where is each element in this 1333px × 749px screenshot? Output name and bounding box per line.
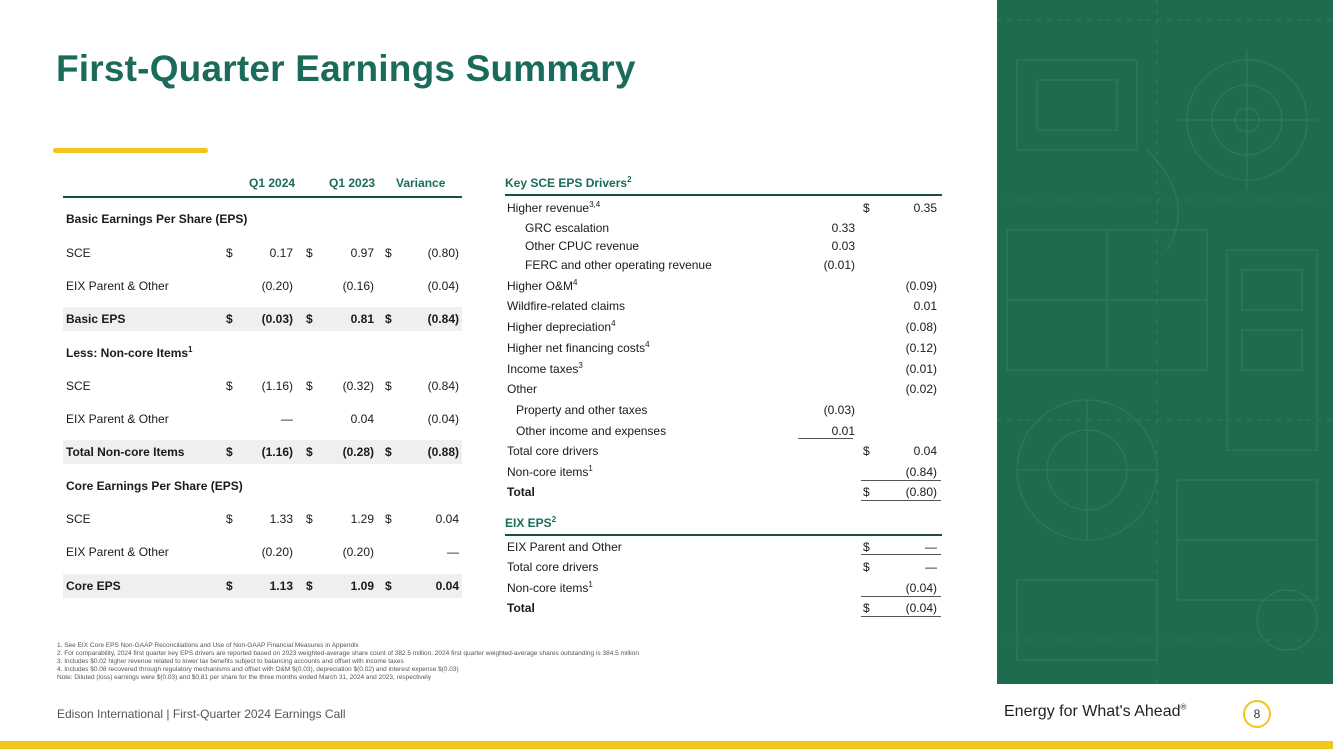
list-item: Other CPUC revenue 0.03 [525, 239, 855, 253]
section-basic-eps: Basic Earnings Per Share (EPS) [66, 212, 248, 226]
page-title: First-Quarter Earnings Summary [56, 48, 636, 89]
footnote: 3. Includes $0.02 higher revenue related to lower tax benefits subject to balancing accounts and offset with income taxes [57, 658, 404, 665]
list-item: Property and other taxes (0.03) [516, 403, 855, 417]
page-number: 8 [1243, 700, 1271, 728]
bottom-accent-bar [0, 741, 1333, 749]
list-item: Higher depreciation$^4$ (0.08) [507, 319, 937, 334]
decorative-blueprint-panel [997, 0, 1333, 684]
list-item: Total $ (0.80) [507, 485, 937, 499]
total-row-noncore: Total Non-core Items $ (1.16) $ (0.28) $ (0.88) [63, 440, 462, 464]
table-row: EIX Parent & Other (0.20) (0.20) — [66, 545, 459, 559]
footnote: 1. See EIX Core EPS Non-GAAP Reconciliations and Use of Non-GAAP Financial Measures in Appendix [57, 642, 359, 649]
footnote: 2. For comparability, 2024 first quarter key EPS drivers are reported based on 2023 weighted-average share count of 382.5 million. 2024 first quarter weighted-average shares outstanding is 384.5 million [57, 650, 639, 657]
footer-company: Edison International | First-Quarter 2024 Earnings Call [57, 707, 346, 721]
table-header [63, 173, 462, 198]
total-row-core-eps: Core EPS $ 1.13 $ 1.09 $ 0.04 [63, 574, 462, 598]
footnotes [57, 642, 639, 682]
col-header-q1-2023: Q1 2023 [329, 176, 376, 190]
footnote: 4. Includes $0.08 recovered through regulatory mechanisms and offset with O&M $(0.03), depreciation $(0.02) and interest expense $(0.03) [57, 666, 459, 673]
list-item: Total core drivers $ 0.04 [507, 444, 937, 458]
table-row: EIX Parent & Other (0.20) (0.16) (0.04) [66, 279, 459, 293]
accent-divider [53, 148, 208, 153]
eix-total-rule [861, 596, 941, 597]
list-item: Other income and expenses 0.01 [516, 424, 855, 438]
list-item: Higher revenue$^{3,4}$ $ 0.35 [507, 200, 937, 215]
eix-total-double-rule [861, 616, 941, 617]
eix-eps-rule [505, 534, 942, 536]
footer-tagline: Energy for What's Ahead® [1004, 702, 1187, 720]
list-item: Higher net financing costs$^4$ (0.12) [507, 340, 937, 355]
table-row: SCE $ (1.16) $ (0.32) $ (0.84) [66, 379, 459, 393]
table-row: SCE $ 1.33 $ 1.29 $ 0.04 [66, 512, 459, 526]
blueprint-pattern [997, 0, 1333, 684]
list-item: FERC and other operating revenue (0.01) [525, 258, 855, 272]
eps-summary-table [63, 173, 462, 198]
table-row: EIX Parent & Other — 0.04 (0.04) [66, 412, 459, 426]
list-item: GRC escalation 0.33 [525, 221, 855, 235]
footnote: Note: Diluted (loss) earnings were $(0.03) and $0.81 per share for the three months ended March 31, 2024 and 2023, respectively [57, 674, 431, 681]
list-item: EIX Parent and Other $ — [507, 540, 937, 554]
col-header-variance: Variance [396, 176, 446, 190]
list-item: Higher $O\&M^4$ (0.09) [507, 278, 937, 293]
section-noncore-items: Less: Non-core Items$^1$ [66, 345, 193, 360]
total-row-basic-eps: Basic EPS $ (0.03) $ 0.81 $ (0.84) [63, 307, 462, 331]
sce-drivers-heading: Key SCE EPS Drivers$^2$ [505, 175, 632, 190]
subtotal-rule [798, 438, 853, 439]
eix-eps-heading: EIX EPS$^2$ [505, 515, 557, 530]
sce-drivers-rule [505, 194, 942, 196]
list-item: Total $ (0.04) [507, 601, 937, 615]
list-item: Non-core items$^1$ (0.84) [507, 464, 937, 479]
total-rule [861, 480, 941, 481]
total-double-rule [861, 500, 941, 501]
list-item: Income taxes$^3$ (0.01) [507, 361, 937, 376]
eix-rule [861, 554, 941, 555]
table-row: SCE $ 0.17 $ 0.97 $ (0.80) [66, 246, 459, 260]
list-item: Wildfire-related claims 0.01 [507, 299, 937, 313]
list-item: Other (0.02) [507, 382, 937, 396]
list-item: Total core drivers $ — [507, 560, 937, 574]
section-core-eps: Core Earnings Per Share (EPS) [66, 479, 243, 493]
col-header-q1-2024: Q1 2024 [249, 176, 296, 190]
list-item: Non-core items$^1$ (0.04) [507, 580, 937, 595]
